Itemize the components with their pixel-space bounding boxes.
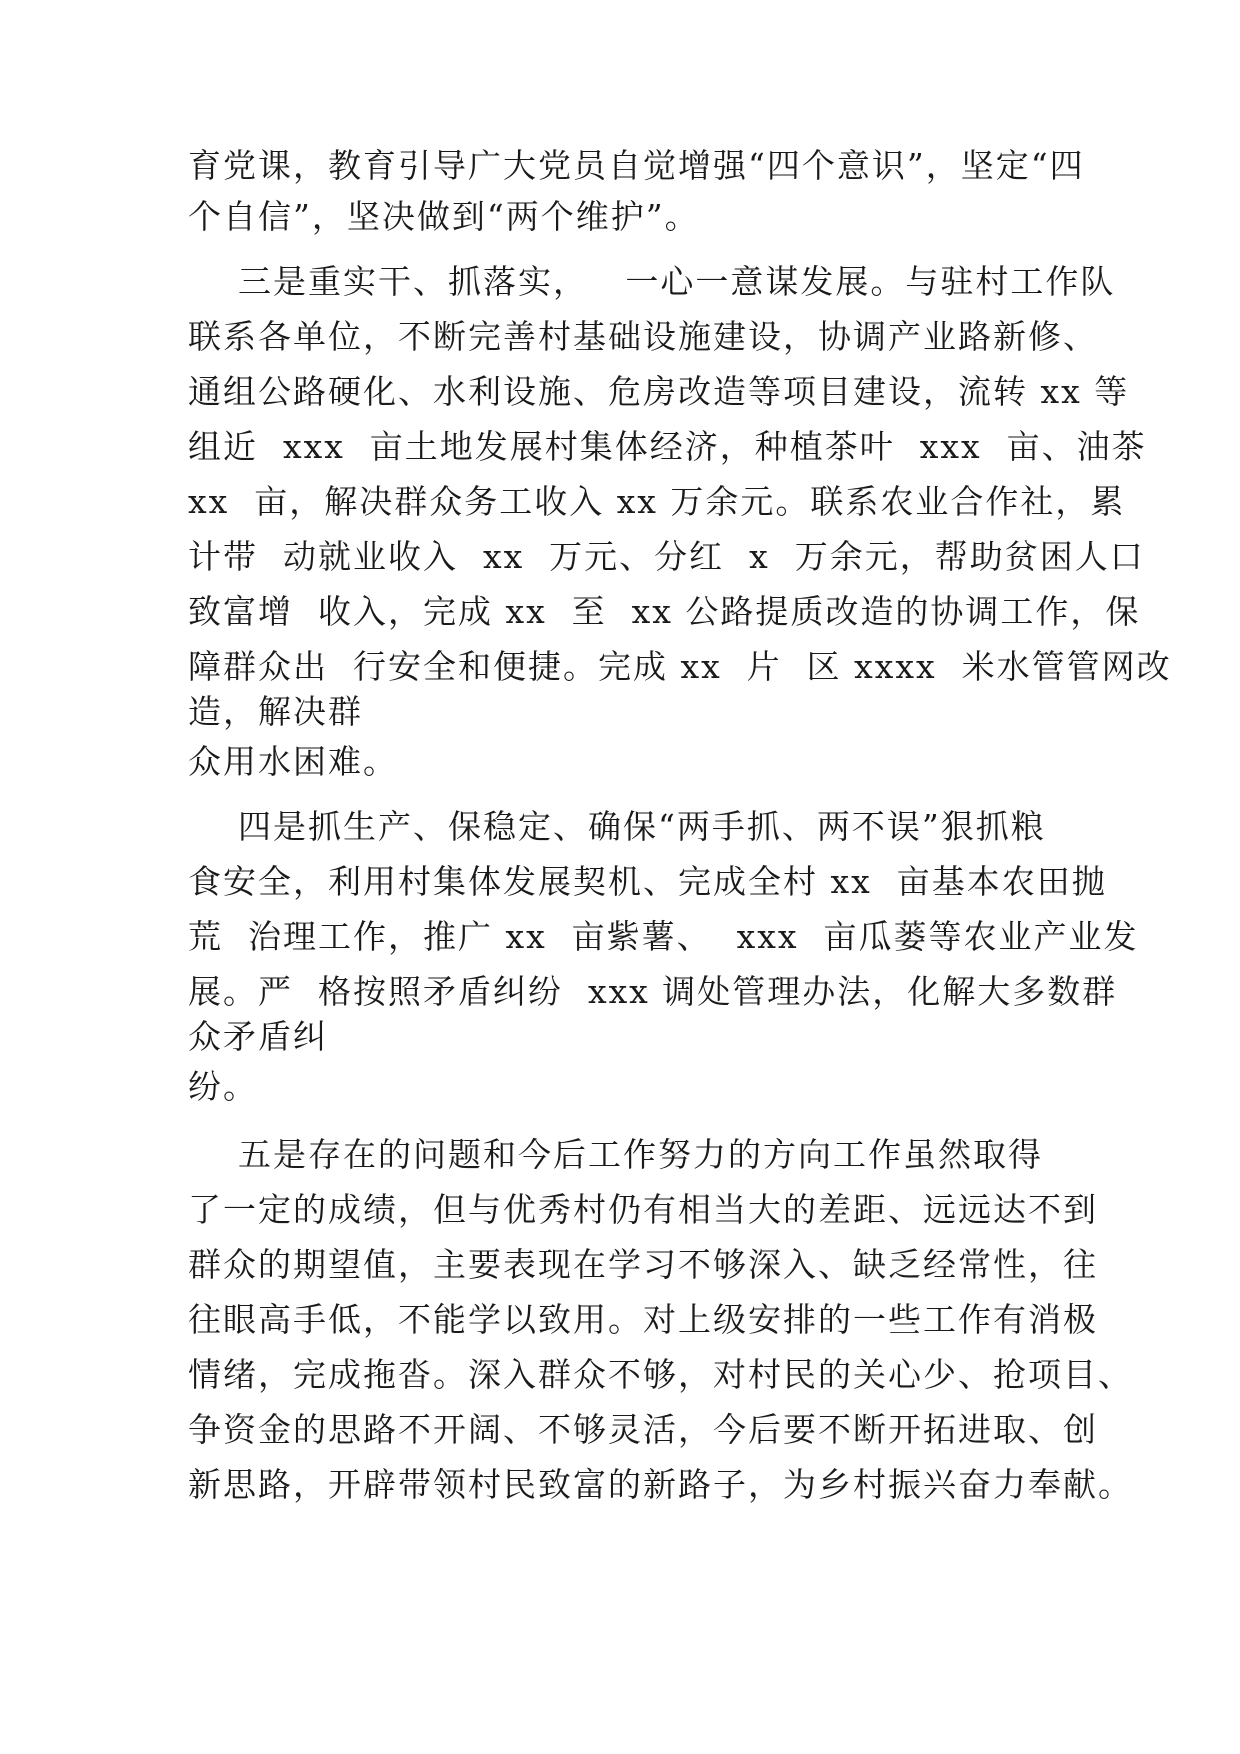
text-line: 群众的期望值，主要表现在学习不够深入、缺乏经常性，往: [188, 1245, 1098, 1284]
text-line: 新思路，开辟带领村民致富的新路子，为乡村振兴奋力奉献。: [188, 1465, 1133, 1504]
text-line: 障群众出 行安全和便捷。完成 xx 片 区 xxxx 米水管管网改: [188, 647, 1172, 686]
text-line: xx 亩，解决群众务工收入 xx 万余元。联系农业合作社，累: [188, 482, 1126, 521]
text-line: 争资金的思路不开阔、不够灵活，今后要不断开拓进取、创: [188, 1410, 1098, 1449]
text-line: 了一定的成绩，但与优秀村仍有相当大的差距、远远达不到: [188, 1190, 1098, 1229]
text-line: 通组公路硬化、水利设施、危房改造等项目建设，流转 xx 等: [188, 372, 1130, 411]
text-line: 展。严 格按照矛盾纠纷 xxx 调处管理办法，化解大多数群: [188, 972, 1118, 1011]
text-line: 食安全，利用村集体发展契机、完成全村 xx 亩基本农田抛: [188, 862, 1107, 901]
text-line: 众用水困难。: [188, 742, 398, 781]
text-line: 致富增 收入，完成 xx 至 xx 公路提质改造的协调工作，保: [188, 592, 1141, 631]
text-line: 纷。: [188, 1067, 258, 1106]
text-line: 五是存在的问题和今后工作努力的方向工作虽然取得: [188, 1135, 1043, 1174]
text-line: 荒 治理工作，推广 xx 亩紫薯、 xxx 亩瓜蒌等农业产业发: [188, 917, 1139, 956]
text-line: 情绪，完成拖沓。深入群众不够，对村民的关心少、抢项目、: [188, 1355, 1133, 1394]
text-line: 联系各单位，不断完善村基础设施建设，协调产业路新修、: [188, 317, 1098, 356]
text-line: 四是抓生产、保稳定、确保“两手抓、两不误”狠抓粮: [188, 807, 1046, 846]
text-line: 三是重实干、抓落实， 一心一意谋发展。与驻村工作队: [188, 262, 1116, 301]
text-line: 往眼高手低，不能学以致用。对上级安排的一些工作有消极: [188, 1300, 1098, 1339]
text-line: 组近 xxx 亩土地发展村集体经济，种植茶叶 xxx 亩、油茶: [188, 427, 1147, 466]
text-line: 育党课，教育引导广大党员自觉增强“四个意识”，坚定“四: [188, 146, 1085, 185]
text-line: 个自信”，坚决做到“两个维护”。: [188, 197, 700, 236]
text-line: 众矛盾纠: [188, 1017, 328, 1056]
text-line: 造，解决群: [188, 692, 363, 731]
text-line: 计带 动就业收入 xx 万元、分红 x 万余元，帮助贫困人口: [188, 537, 1145, 576]
